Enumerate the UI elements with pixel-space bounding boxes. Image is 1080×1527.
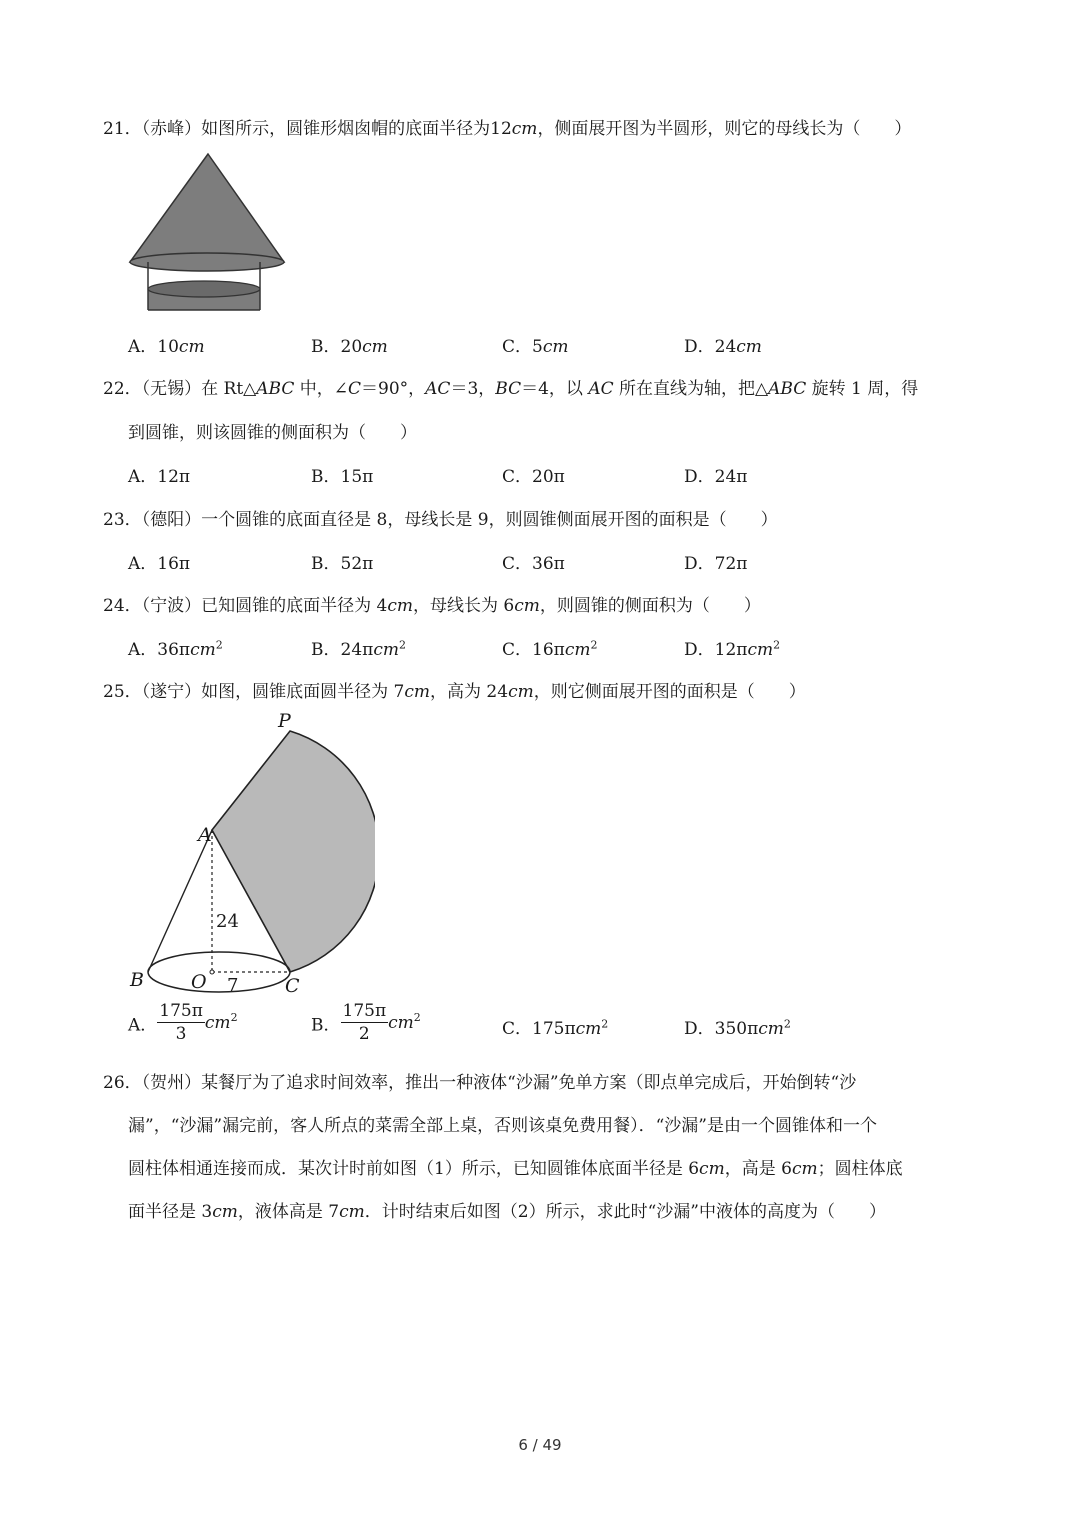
q21-source: （赤峰）: [141, 119, 202, 139]
q21-option-c: C．5cm: [502, 337, 569, 357]
q21-stem: 21．（赤峰）如图所示，圆锥形烟囱帽的底面半径为12cm，侧面展开图为半圆形，则它的母线长为（ ）: [103, 119, 912, 139]
q25-stem: 25．（遂宁）如图，圆锥底面圆半径为 7cm，高为 24cm，则它侧面展开图的面积是（ ）: [103, 682, 806, 702]
q25-source: （遂宁）: [141, 682, 202, 702]
q23-option-b: B．52π: [311, 554, 374, 574]
lateral-sector: [212, 731, 375, 972]
q24-option-c: C．16πcm$^2$: [502, 638, 598, 660]
q26-number: 26．: [103, 1073, 142, 1093]
q24-option-a: A．36πcm$^2$: [128, 638, 223, 660]
q24-source: （宁波）: [141, 596, 202, 616]
q23-option-c: C．36π: [502, 554, 565, 574]
q22-option-c: C．20π: [502, 467, 565, 487]
q25-option-d: D．350πcm$^2$: [684, 1017, 791, 1039]
q23-option-d: D．72π: [684, 554, 748, 574]
q23-number: 23．: [103, 510, 142, 530]
q24-number: 24．: [103, 596, 142, 616]
center-point-o: [210, 970, 214, 974]
q25-cone-net-figure: [125, 705, 375, 1000]
q26-stem-line4: 面半径是 3cm，液体高是 7cm．计时结束后如图（2）所示，求此时“沙漏”中液体的高度为（ ）: [128, 1202, 886, 1222]
q22-option-b: B．15π: [311, 467, 374, 487]
label-o: O: [191, 971, 207, 993]
q26-source: （贺州）: [141, 1073, 202, 1093]
q26-stem-line3: 圆柱体相通连接而成．某次计时前如图（1）所示，已知圆锥体底面半径是 6cm，高是 6cm；圆柱体底: [128, 1159, 903, 1179]
q22-option-d: D．24π: [684, 467, 748, 487]
q21-option-b: B．20cm: [311, 337, 388, 357]
q25-number: 25．: [103, 682, 142, 702]
q23-option-a: A．16π: [128, 554, 191, 574]
q22-number: 22．: [103, 379, 142, 399]
q22-source: （无锡）: [141, 379, 202, 399]
q26-stem-line1: 26．（贺州）某餐厅为了追求时间效率，推出一种液体“沙漏”免单方案（即点单完成后，开始倒转“沙: [103, 1073, 857, 1093]
q25-option-b: B． $\frac{175\pi}{2}$ $cm^2$: [311, 1001, 421, 1044]
pipe-inner-ellipse: [148, 281, 260, 297]
q21-number: 21．: [103, 119, 142, 139]
label-p: P: [278, 710, 291, 732]
q21-chimney-cap-figure: [124, 150, 290, 315]
generatrix-ab: [148, 830, 212, 972]
label-radius-7: 7: [227, 975, 239, 996]
q24-option-d: D．12πcm$^2$: [684, 638, 781, 660]
label-b: B: [130, 969, 144, 991]
label-a: A: [198, 824, 212, 846]
q26-stem-line2: 漏”，“沙漏”漏完前，客人所点的菜需全部上桌，否则该桌免费用餐）．“沙漏”是由一个圆锥体和一个: [128, 1116, 877, 1136]
q22-option-a: A．12π: [128, 467, 191, 487]
q22-stem-line1: 22．（无锡）在 Rt△ABC 中，∠C＝90°，AC＝3，BC＝4，以 AC 所在直线为轴，把△ABC 旋转 1 周，得: [103, 379, 919, 399]
label-c: C: [285, 975, 300, 997]
cone-base-ellipse: [130, 253, 284, 271]
q21-option-a: A．10cm: [128, 337, 205, 357]
label-height-24: 24: [216, 911, 239, 932]
page-number: 6 / 49: [518, 1436, 562, 1454]
q21-option-d: D．24cm: [684, 337, 762, 357]
cone-cap-shape: [130, 154, 284, 262]
q23-stem: 23．（德阳）一个圆锥的底面直径是 8，母线长是 9，则圆锥侧面展开图的面积是（ ）: [103, 510, 778, 530]
q24-stem: 24．（宁波）已知圆锥的底面半径为 4cm，母线长为 6cm，则圆锥的侧面积为（ ）: [103, 596, 761, 616]
q25-option-a: A． $\frac{175\pi}{3}$ $cm^2$: [128, 1001, 238, 1044]
q23-source: （德阳）: [141, 510, 202, 530]
q25-option-c: C．175πcm$^2$: [502, 1017, 609, 1039]
q22-stem-line2: 到圆锥，则该圆锥的侧面积为（ ）: [128, 423, 417, 443]
q24-option-b: B．24πcm$^2$: [311, 638, 406, 660]
